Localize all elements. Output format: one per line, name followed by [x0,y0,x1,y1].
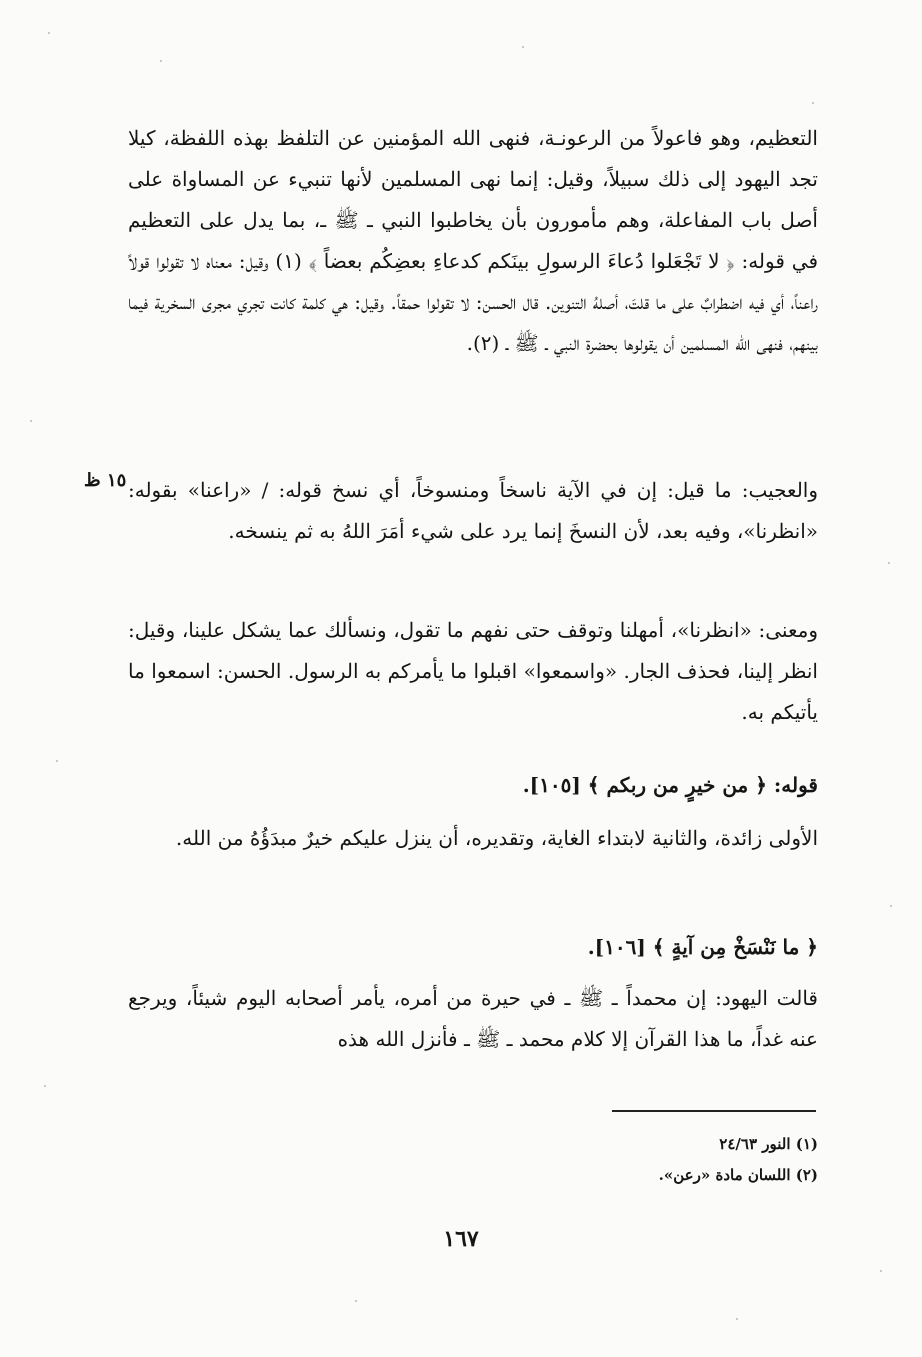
paragraph-2: والعجيب: ما قيل: إن في الآية ناسخاً ومنسوخاً، أي نسخ قوله: / «راعنا» بقوله: «انظرنا»، وفيه بعد، لأن النسخَ إنما يرد على شيء أمَرَ اللهُ به ثم ينسخه. [128,478,818,543]
footnote-1: (١) النور ٢٤/٦٣ [719,1135,818,1153]
verse-heading-106: ﴿ ما نَنْسَخْ مِن آيةٍ ﴾ [١٠٦]. [587,935,818,959]
scan-speck [355,1300,357,1302]
scan-speck [160,60,162,62]
scan-speck [880,1270,882,1272]
paragraph-4: الأولى زائدة، والثانية لابتداء الغاية، وتقديره، أن ينزل عليكم خيرٌ مبدَؤُهُ من الله. [175,826,818,850]
scan-speck [48,32,50,34]
paragraph-3: ومعنى: «انظرنا»، أمهلنا وتوقف حتى نفهم ما تقول، ونسألك عما يشكل علينا، وقيل: انظر إلينا، فحذف الجار. «واسمعوا» اقبلوا ما يأمركم به الرسول. الحسن: اسمعوا ما يأتيكم به. [128,618,818,724]
paragraph-5: قالت اليهود: إن محمداً ـ ﷺ ـ في حيرة من أمره، يأمر أصحابه اليوم شيئاً، ويرجع عنه غداً، ما هذا القرآن إلا كلام محمد ـ ﷺ ـ فأنزل الله هذه [128,986,818,1051]
scan-speck [736,1318,738,1320]
scan-speck [30,420,32,422]
scan-speck [522,46,524,48]
footnote-divider [612,1110,816,1112]
manuscript-folio-note: ١٥ ظ [84,470,127,491]
page-number: ١٦٧ [443,1226,479,1252]
scan-speck [890,905,892,907]
paragraph-1: التعظيم، وهو فاعولاً من الرعونـة، فنهى الله المؤمنين عن التلفظ بهذه اللفظة، كيلا تجد اليهود إلى ذلك سبيلاً، وقيل: إنما نهى المسلمين لأنها تنبيء عن المساواة على أصل باب المفاعلة، وهم مأمورون بأن يخاطبوا النبي ـ ﷺ ـ، بما يدل على التعظيم في قوله: ﴿ لا تَجْعَلوا دُعاءَ الرسولِ بينَكم كدعاءِ بعضِكُم بعضاً ﴾ (١) وقيل: معناه لا تقولوا قولاً راعناً، أي فيه اضطرابٌ على ما قلتَ، أصلهُ التنوين. قال الحسن: لا تقولوا حمقاً. وقيل: هي كلمة كانت تجري مجرى السخرية فيما بينهم، فنهى الله المسلمين أن يقولوها بحضرة النبي ـ ﷺ ـ (٢). [128,126,819,355]
scan-speck [812,102,814,104]
scan-speck [56,760,58,762]
verse-heading-105: قوله: ﴿ من خيرٍ من ربكم ﴾ [١٠٥]. [522,773,818,797]
scan-speck [888,562,890,564]
footnote-2: (٢) اللسان مادة «رعن». [658,1166,818,1184]
scan-speck [44,1085,46,1087]
